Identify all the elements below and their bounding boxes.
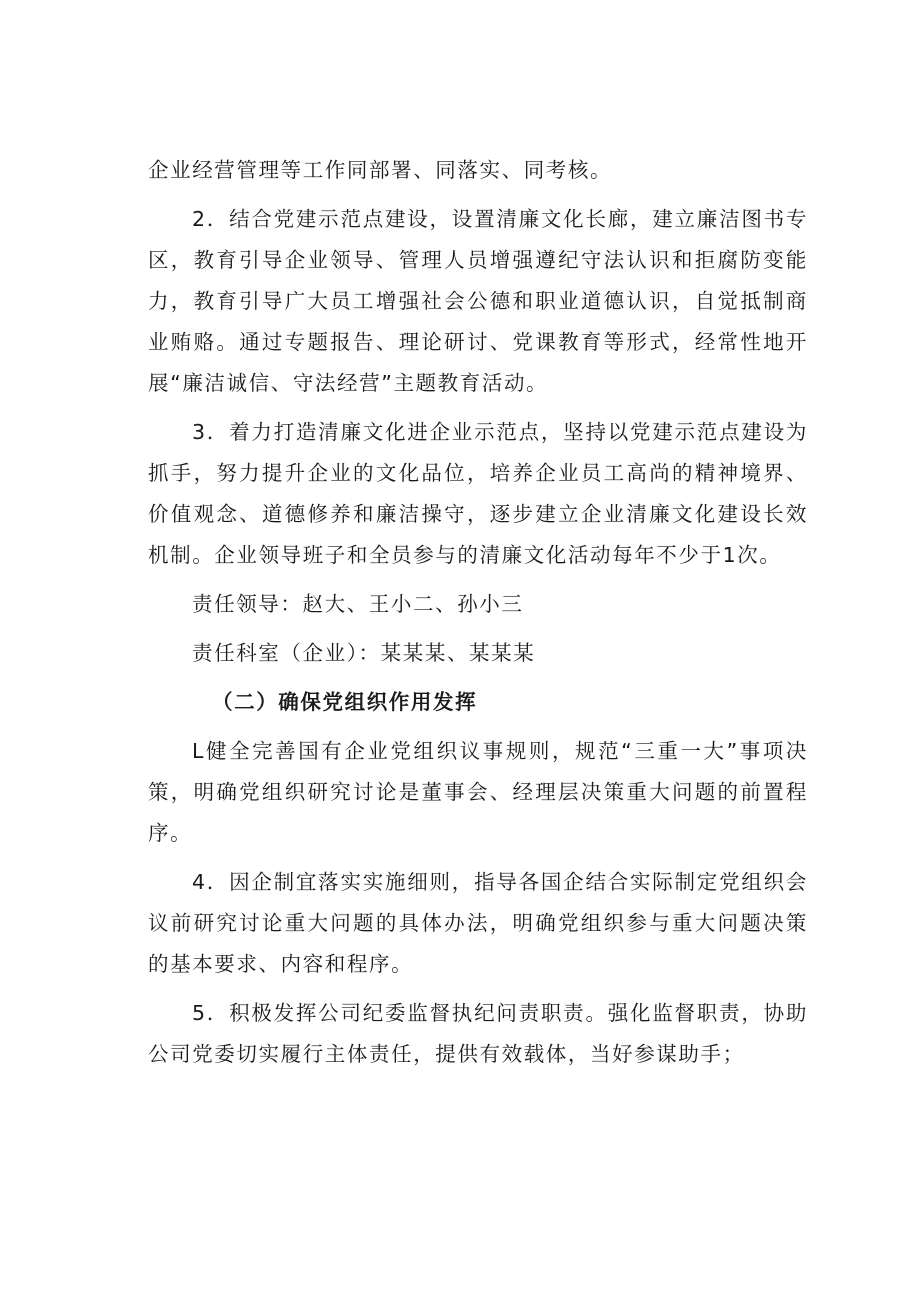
paragraph-continuation: 企业经营管理等工作同部署、同落实、同考核。	[148, 158, 613, 182]
paragraph-item-2: 2．结合党建示范点建设，设置清廉文化长廊，建立廉洁图书专区，教育引导企业领导、管理人员增强遵纪守法认识和拒腐防变能力，教育引导广大员工增强社会公德和职业道德认识，自觉抵制商业贿赂。通过专题报告、理论研讨、党课教育等形式，经常性地开展“廉洁诚信、守法经营”主题教育活动。	[148, 207, 808, 395]
section-heading: （二）确保党组织作用发挥	[212, 690, 478, 714]
paragraph-item-3: 3．着力打造清廉文化进企业示范点，坚持以党建示范点建设为抓手，努力提升企业的文化品位，培养企业员工高尚的精神境界、价值观念、道德修养和廉洁操守，逐步建立企业清廉文化建设长效机制。企业领导班子和全员参与的清廉文化活动每年不少于1次。	[148, 420, 808, 567]
paragraph-item-5: 5．积极发挥公司纪委监督执纪问责职责。强化监督职责，协助公司党委切实履行主体责任，提供有效载体，当好参谋助手；	[148, 1001, 808, 1066]
document-body	[148, 150, 808, 1083]
paragraph-item-1: L健全完善国有企业党组织议事规则，规范“三重一大”事项决策，明确党组织研究讨论是董事会、经理层决策重大问题的前置程序。	[148, 739, 808, 845]
responsible-department: 责任科室（企业）：某某某、某某某	[192, 641, 536, 665]
responsible-leaders: 责任领导：赵大、王小二、孙小三	[192, 592, 524, 616]
paragraph-item-4: 4．因企制宜落实实施细则，指导各国企结合实际制定党组织会议前研究讨论重大问题的具体办法，明确党组织参与重大问题决策的基本要求、内容和程序。	[148, 870, 808, 976]
